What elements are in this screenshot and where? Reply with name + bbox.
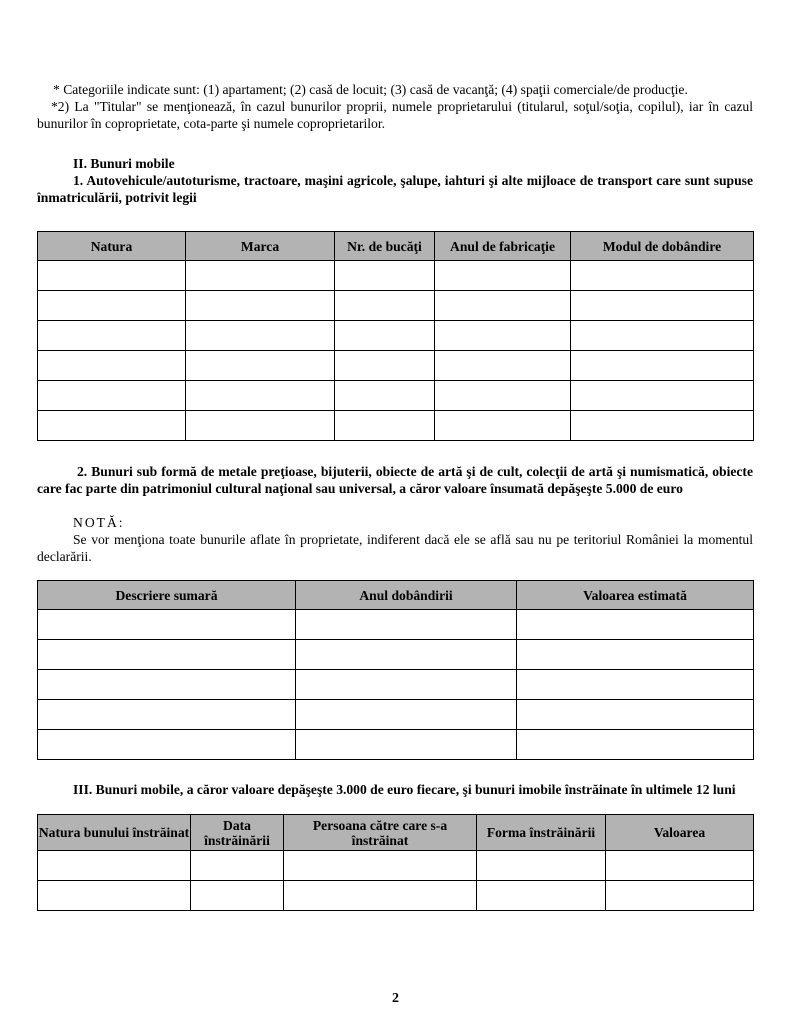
- table-cell[interactable]: [335, 381, 435, 411]
- table-cell[interactable]: [335, 261, 435, 291]
- column-header: Natura bunului înstrăinat: [38, 815, 191, 851]
- table-cell[interactable]: [38, 321, 186, 351]
- valuables-header-row: [38, 581, 754, 610]
- table-cell[interactable]: [186, 351, 335, 381]
- valuables-table-header: [38, 581, 754, 610]
- column-header: Descriere sumară: [38, 581, 296, 610]
- column-header: Nr. de bucăţi: [335, 232, 435, 261]
- footnote-categories: * Categoriile indicate sunt: (1) apartament; (2) casă de locuit; (3) casă de vacanţă; (4) spaţii comerciale/de producţie.: [53, 82, 688, 97]
- table-cell[interactable]: [571, 321, 754, 351]
- table-cell[interactable]: [191, 851, 284, 881]
- table-cell[interactable]: [335, 411, 435, 441]
- valuables-table-body: [38, 610, 754, 760]
- column-header: Marca: [186, 232, 335, 261]
- subsection-heading-vehicles: 1. Autovehicule/autoturisme, tractoare, maşini agricole, şalupe, iahturi şi alte mijloace de transport care sunt supuse înmatriculării, potrivit legii: [37, 173, 753, 205]
- table-cell[interactable]: [186, 291, 335, 321]
- alienated-assets-table-body: [38, 851, 754, 911]
- table-cell[interactable]: [606, 881, 754, 911]
- table-cell[interactable]: [606, 851, 754, 881]
- document-page: [37, 81, 753, 911]
- table-cell[interactable]: [186, 381, 335, 411]
- vehicles-header-row: [38, 232, 754, 261]
- table-cell[interactable]: [571, 291, 754, 321]
- table-cell[interactable]: [38, 670, 296, 700]
- table-cell[interactable]: [284, 851, 477, 881]
- table-cell[interactable]: [517, 640, 754, 670]
- alienated-header-row: [38, 815, 754, 851]
- table-cell[interactable]: [38, 640, 296, 670]
- table-cell[interactable]: [435, 351, 571, 381]
- table-cell[interactable]: [284, 881, 477, 911]
- table-cell[interactable]: [38, 610, 296, 640]
- table-cell[interactable]: [296, 700, 517, 730]
- column-header: Anul dobândirii: [296, 581, 517, 610]
- table-cell[interactable]: [38, 700, 296, 730]
- table-cell[interactable]: [435, 291, 571, 321]
- table-cell[interactable]: [435, 321, 571, 351]
- nota-label: NOTĂ:: [73, 515, 125, 530]
- table-cell[interactable]: [571, 381, 754, 411]
- column-header: Modul de dobândire: [571, 232, 754, 261]
- table-cell[interactable]: [38, 261, 186, 291]
- table-cell[interactable]: [296, 610, 517, 640]
- table-row: [38, 610, 754, 640]
- table-row: [38, 851, 754, 881]
- table-cell[interactable]: [335, 321, 435, 351]
- table-cell[interactable]: [571, 351, 754, 381]
- table-row: [38, 700, 754, 730]
- table-row: [38, 411, 754, 441]
- table-cell[interactable]: [296, 640, 517, 670]
- table-cell[interactable]: [296, 730, 517, 760]
- table-cell[interactable]: [38, 851, 191, 881]
- section-heading-alienated-assets: III. Bunuri mobile, a căror valoare depăşeşte 3.000 de euro fiecare, şi bunuri imobile înstrăinate în ultimele 12 luni: [73, 782, 736, 797]
- table-row: [38, 640, 754, 670]
- column-header: Data înstrăinării: [191, 815, 284, 851]
- table-cell[interactable]: [335, 291, 435, 321]
- table-cell[interactable]: [435, 381, 571, 411]
- valuables-table: [37, 580, 754, 760]
- table-cell[interactable]: [517, 730, 754, 760]
- column-header: Valoarea: [606, 815, 754, 851]
- table-cell[interactable]: [477, 881, 606, 911]
- table-row: [38, 291, 754, 321]
- table-cell[interactable]: [571, 261, 754, 291]
- column-header: Forma înstrăinării: [477, 815, 606, 851]
- alienated-assets-table: [37, 814, 754, 911]
- section-heading-bunuri-mobile: II. Bunuri mobile: [73, 156, 175, 171]
- table-row: [38, 730, 754, 760]
- column-header: Persoana către care s-a înstrăinat: [284, 815, 477, 851]
- table-cell[interactable]: [335, 351, 435, 381]
- table-cell[interactable]: [435, 261, 571, 291]
- table-cell[interactable]: [517, 610, 754, 640]
- table-row: [38, 321, 754, 351]
- table-row: [38, 351, 754, 381]
- table-cell[interactable]: [191, 881, 284, 911]
- table-cell[interactable]: [38, 291, 186, 321]
- vehicles-table: [37, 231, 754, 441]
- table-row: [38, 881, 754, 911]
- column-header: Natura: [38, 232, 186, 261]
- column-header: Valoarea estimată: [517, 581, 754, 610]
- table-cell[interactable]: [186, 321, 335, 351]
- table-row: [38, 381, 754, 411]
- vehicles-table-body: [38, 261, 754, 441]
- table-cell[interactable]: [186, 261, 335, 291]
- page-number: 2: [392, 991, 399, 1006]
- table-cell[interactable]: [517, 700, 754, 730]
- table-cell[interactable]: [571, 411, 754, 441]
- table-cell[interactable]: [517, 670, 754, 700]
- table-cell[interactable]: [38, 881, 191, 911]
- nota-text: Se vor menţiona toate bunurile aflate în proprietate, indiferent dacă ele se află sau nu pe teritoriul României la momentul declarării.: [37, 532, 753, 564]
- table-cell[interactable]: [38, 351, 186, 381]
- table-cell[interactable]: [38, 411, 186, 441]
- vehicles-table-header: [38, 232, 754, 261]
- table-row: [38, 261, 754, 291]
- table-cell[interactable]: [296, 670, 517, 700]
- table-cell[interactable]: [38, 730, 296, 760]
- table-cell[interactable]: [186, 411, 335, 441]
- alienated-assets-table-header: [38, 815, 754, 851]
- subsection-heading-valuables: 2. Bunuri sub formă de metale preţioase, bijuterii, obiecte de artă şi de cult, colecţii de artă şi numismatică, obiecte care fac parte din patrimoniul cultural naţional sau universal, a căror valoare însumată depăşeşte 5.000 de euro: [37, 464, 753, 496]
- table-cell[interactable]: [38, 381, 186, 411]
- column-header: Anul de fabricaţie: [435, 232, 571, 261]
- footnote-titular: *2) La "Titular" se menţionează, în cazul bunurilor proprii, numele proprietarului (titularul, soţul/soţia, copilul), iar în cazul bunurilor în coproprietate, cota-parte şi numele coproprietarilor.: [37, 99, 753, 131]
- table-row: [38, 670, 754, 700]
- table-cell[interactable]: [435, 411, 571, 441]
- table-cell[interactable]: [477, 851, 606, 881]
